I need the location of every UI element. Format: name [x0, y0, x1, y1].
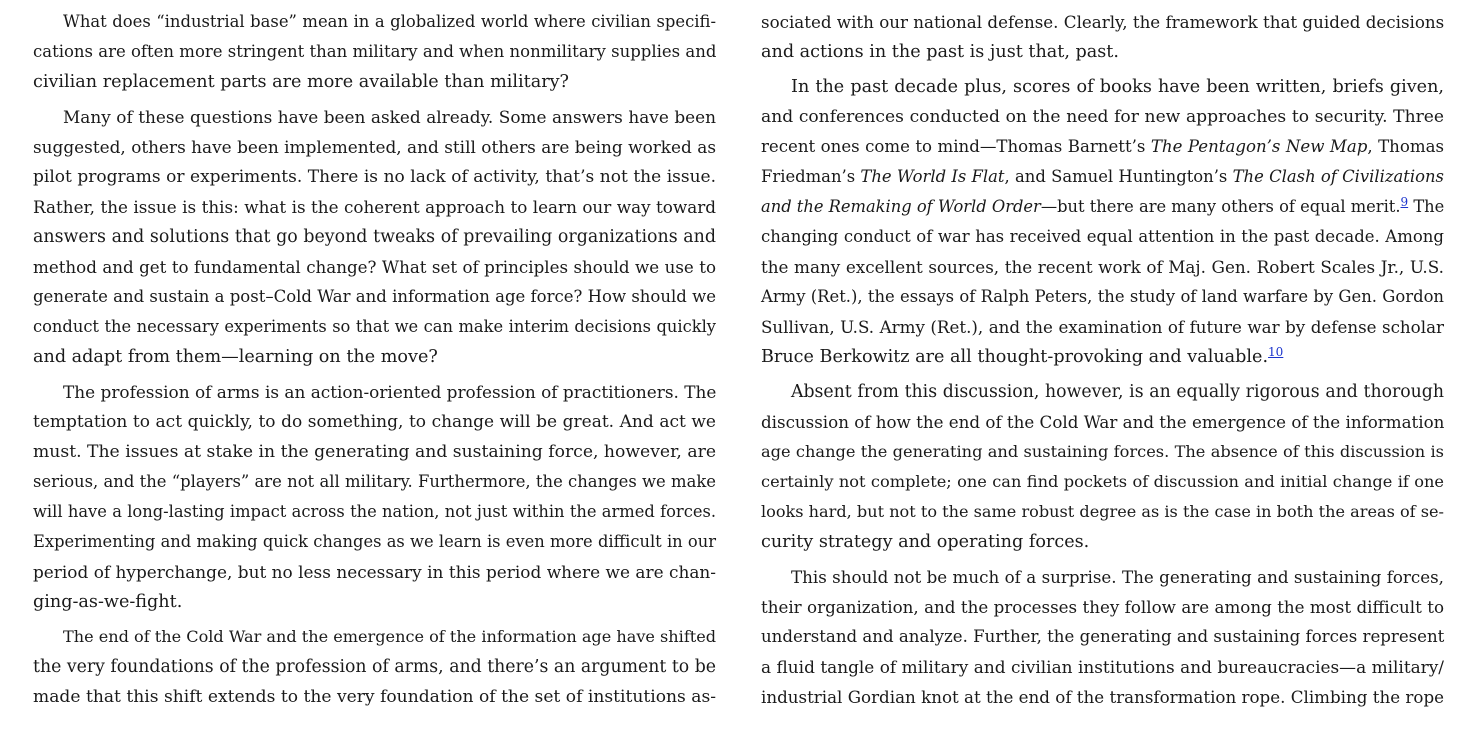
- text-line: What does “industrial base” mean in a globalized world where civilian specifi-: [63, 12, 716, 31]
- text-line: the many excellent sources, the recent work of Maj. Gen. Robert Scales Jr., U.S.: [761, 257, 1444, 277]
- book-title: The World Is Flat: [860, 167, 1005, 186]
- footnote-link-10[interactable]: 10: [1268, 345, 1284, 359]
- text-line: must. The issues at stake in the generating and sustaining force, however, are: [33, 442, 716, 462]
- text-run: —but there are many others of equal merit.: [1040, 197, 1401, 216]
- text-line: This should not be much of a surprise. The generating and sustaining forces,: [791, 567, 1444, 587]
- text-line: conduct the necessary experiments so that we can make interim decisions quickly: [33, 317, 716, 336]
- text-run: recent ones come to mind—Thomas Barnett’s: [761, 137, 1151, 156]
- text-line: suggested, others have been implemented, and still others are being worked as: [33, 137, 716, 157]
- text-line: made that this shift extends to the very foundation of the set of institutions as-: [33, 687, 716, 707]
- text-line: and conferences conducted on the need for new approaches to security. Three: [761, 107, 1444, 127]
- text-line: Army (Ret.), the essays of Ralph Peters, the study of land warfare by Gen. Gordon: [761, 287, 1444, 306]
- text-line: serious, and the “players” are not all military. Furthermore, the changes we make: [33, 472, 716, 491]
- text-line: [761, 192, 1444, 222]
- text-line: period of hyperchange, but no less necessary in this period where we are chan-: [33, 562, 716, 582]
- text-run: Bruce Berkowitz are all thought-provoking and valuable.: [761, 347, 1269, 367]
- left-column: [33, 7, 716, 712]
- text-line: The end of the Cold War and the emergence of the information age have shifted: [63, 627, 717, 646]
- paragraph-not-a-surprise: [761, 562, 1444, 712]
- text-line: [761, 132, 1444, 162]
- text-line: Many of these questions have been asked already. Some answers have been: [63, 107, 716, 127]
- text-line: understand and analyze. Further, the generating and sustaining forces represent: [761, 627, 1445, 646]
- text-line: Sullivan, U.S. Army (Ret.), and the examination of future war by defense scholar: [761, 317, 1444, 337]
- text-line: [761, 342, 1444, 372]
- book-title: The Clash of Civilizations: [1232, 167, 1444, 186]
- text-line: generate and sustain a post–Cold War and information age force? How should we: [33, 287, 716, 306]
- text-line: answers and solutions that go beyond tweaks of prevailing organizations and: [33, 227, 716, 247]
- text-run: , Thomas: [1367, 137, 1444, 156]
- paragraph-past-decade: [761, 72, 1444, 372]
- text-line: discussion of how the end of the Cold War and the emergence of the information: [761, 412, 1445, 432]
- text-line: industrial Gordian knot at the end of the transformation rope. Climbing the rope: [761, 687, 1444, 707]
- text-run: The: [1408, 197, 1445, 216]
- text-line: curity strategy and operating forces.: [761, 532, 1090, 552]
- text-line: civilian replacement parts are more available than military?: [33, 72, 569, 92]
- text-line: cations are often more stringent than military and when nonmilitary supplies and: [33, 42, 717, 61]
- text-line: the very foundations of the profession of arms, and there’s an argument to be: [33, 657, 716, 677]
- book-title: and the Remaking of World Order: [761, 197, 1041, 216]
- text-run: Friedman’s: [761, 167, 861, 186]
- text-line: Absent from this discussion, however, is an equally rigorous and thorough: [791, 382, 1444, 402]
- text-line: looks hard, but not to the same robust degree as is the case in both the areas of se-: [761, 502, 1444, 521]
- paragraph-continuation: [761, 7, 1444, 67]
- footnote-link-9[interactable]: 9: [1400, 195, 1409, 209]
- paragraph-industrial-base: [33, 7, 716, 97]
- right-column: [761, 7, 1444, 712]
- paragraph-absent-discussion: [761, 377, 1444, 557]
- paragraph-profession-of-arms: [33, 377, 716, 617]
- text-run: , and Samuel Huntington’s: [1004, 167, 1233, 186]
- paragraph-end-of-cold-war: [33, 622, 716, 712]
- text-line: In the past decade plus, scores of books have been written, briefs given,: [791, 77, 1444, 97]
- text-line: method and get to fundamental change? What set of principles should we use to: [33, 257, 716, 277]
- text-line: their organization, and the processes they follow are among the most difficult to: [761, 597, 1444, 617]
- text-line: and adapt from them—learning on the move?: [33, 347, 438, 367]
- text-line: a fluid tangle of military and civilian institutions and bureaucracies—a military/: [761, 657, 1444, 677]
- text-line: will have a long-lasting impact across the nation, not just within the armed forces.: [33, 502, 716, 521]
- text-line: [761, 162, 1444, 192]
- text-line: pilot programs or experiments. There is no lack of activity, that’s not the issue.: [33, 167, 716, 187]
- text-line: Experimenting and making quick changes as we learn is even more difficult in our: [33, 532, 716, 551]
- text-line: The profession of arms is an action-oriented profession of practitioners. The: [63, 382, 717, 402]
- text-line: temptation to act quickly, to do something, to change will be great. And act we: [33, 412, 716, 432]
- text-line: sociated with our national defense. Clearly, the framework that guided decisions: [761, 12, 1445, 32]
- text-line: Rather, the issue is this: what is the coherent approach to learn our way toward: [33, 197, 716, 217]
- text-line: age change the generating and sustaining forces. The absence of this discussion is: [761, 442, 1444, 461]
- text-line: ging-as-we-fight.: [33, 592, 183, 612]
- book-title: The Pentagon’s New Map: [1150, 137, 1368, 156]
- text-line: changing conduct of war has received equal attention in the past decade. Among: [761, 227, 1444, 246]
- text-line: and actions in the past is just that, past.: [761, 42, 1119, 62]
- text-line: certainly not complete; one can find pockets of discussion and initial change if one: [761, 472, 1444, 491]
- paragraph-questions: [33, 102, 716, 372]
